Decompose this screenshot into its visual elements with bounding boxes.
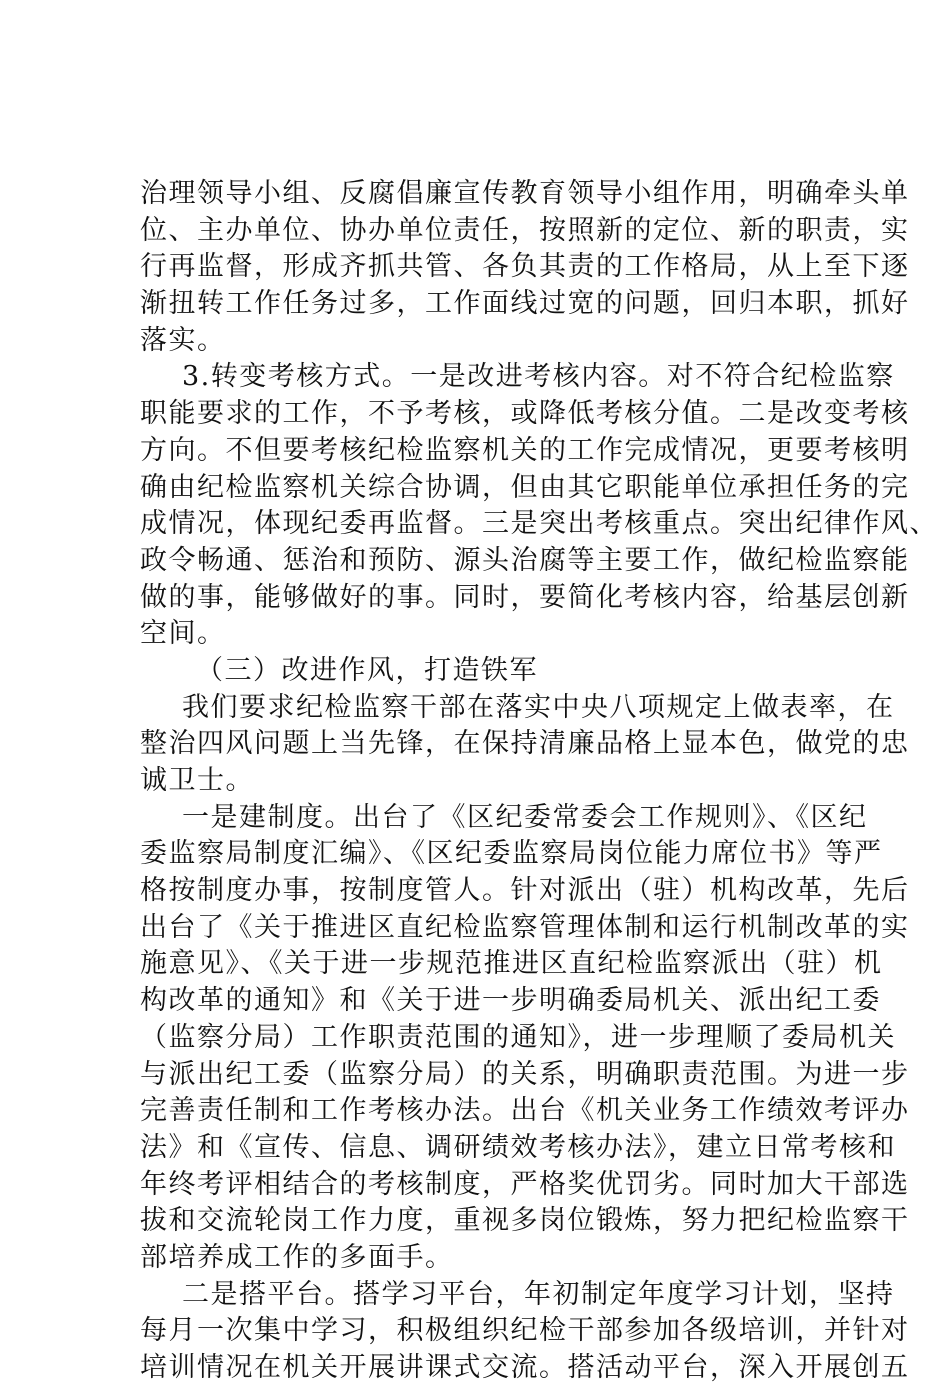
text-line: 拔和交流轮岗工作力度，重视多岗位锻炼，努力把纪检监察干: [140, 1205, 910, 1237]
text-line: 方向。不但要考核纪检监察机关的工作完成情况，更要考核明: [140, 434, 910, 466]
text-line: 格按制度办事，按制度管人。针对派出（驻）机构改革，先后: [140, 875, 910, 907]
text-line: 落实。: [140, 324, 226, 356]
text-line: 出台了《关于推进区直纪检监察管理体制和运行机制改革的实: [140, 911, 910, 943]
text-line: 年终考评相结合的考核制度，严格奖优罚劣。同时加大干部选: [140, 1168, 910, 1200]
text-line: 政令畅通、惩治和预防、源头治腐等主要工作，做纪检监察能: [140, 544, 910, 576]
text-line: 职能要求的工作，不予考核，或降低考核分值。二是改变考核: [140, 398, 910, 430]
text-line: 施意见》、《关于进一步规范推进区直纪检监察派出（驻）机: [140, 948, 883, 980]
text-line: 做的事，能够做好的事。同时，要简化考核内容，给基层创新: [140, 581, 910, 613]
text-line: 3.转变考核方式。一是改进考核内容。对不符合纪检监察: [182, 361, 895, 393]
text-line: 完善责任制和工作考核办法。出台《机关业务工作绩效考评办: [140, 1095, 910, 1127]
text-line: 成情况，体现纪委再监督。三是突出考核重点。突出纪律作风、: [140, 508, 938, 540]
text-line: 我们要求纪检监察干部在落实中央八项规定上做表率，在: [182, 691, 895, 723]
text-line: 位、主办单位、协办单位责任，按照新的定位、新的职责，实: [140, 214, 910, 246]
text-line: 渐扭转工作任务过多，工作面线过宽的问题，回归本职，抓好: [140, 288, 910, 320]
text-line: 部培养成工作的多面手。: [140, 1241, 454, 1273]
text-line: 治理领导小组、反腐倡廉宣传教育领导小组作用，明确牵头单: [140, 178, 910, 209]
text-line: 与派出纪工委（监察分局）的关系，明确职责范围。为进一步: [140, 1058, 910, 1090]
text-line: （监察分局）工作职责范围的通知》，进一步理顺了委局机关: [140, 1021, 896, 1053]
text-line: 整治四风问题上当先锋，在保持清廉品格上显本色，做党的忠: [140, 728, 910, 760]
text-line: 构改革的通知》和《关于进一步明确委局机关、派出纪工委: [140, 985, 881, 1017]
text-line: 法》和《宣传、信息、调研绩效考核办法》，建立日常考核和: [140, 1131, 896, 1163]
text-line: 每月一次集中学习，积极组织纪检干部参加各级培训，并针对: [140, 1315, 910, 1347]
text-line: 委监察局制度汇编》、《区纪委监察局岗位能力席位书》等严: [140, 838, 883, 870]
text-line: 二是搭平台。搭学习平台，年初制定年度学习计划，坚持: [182, 1278, 895, 1310]
text-line: 空间。: [140, 618, 226, 650]
text-line: 确由纪检监察机关综合协调，但由其它职能单位承担任务的完: [140, 471, 910, 503]
text-line: （三）改进作风，打造铁军: [196, 654, 538, 686]
text-line: 行再监督，形成齐抓共管、各负其责的工作格局，从上至下逐: [140, 251, 910, 283]
text-line: 诚卫士。: [140, 765, 254, 796]
text-line: 一是建制度。出台了《区纪委常委会工作规则》、《区纪: [182, 801, 868, 833]
text-line: 培训情况在机关开展讲课式交流。搭活动平台，深入开展创五: [140, 1352, 910, 1383]
document-body: [140, 176, 938, 1387]
